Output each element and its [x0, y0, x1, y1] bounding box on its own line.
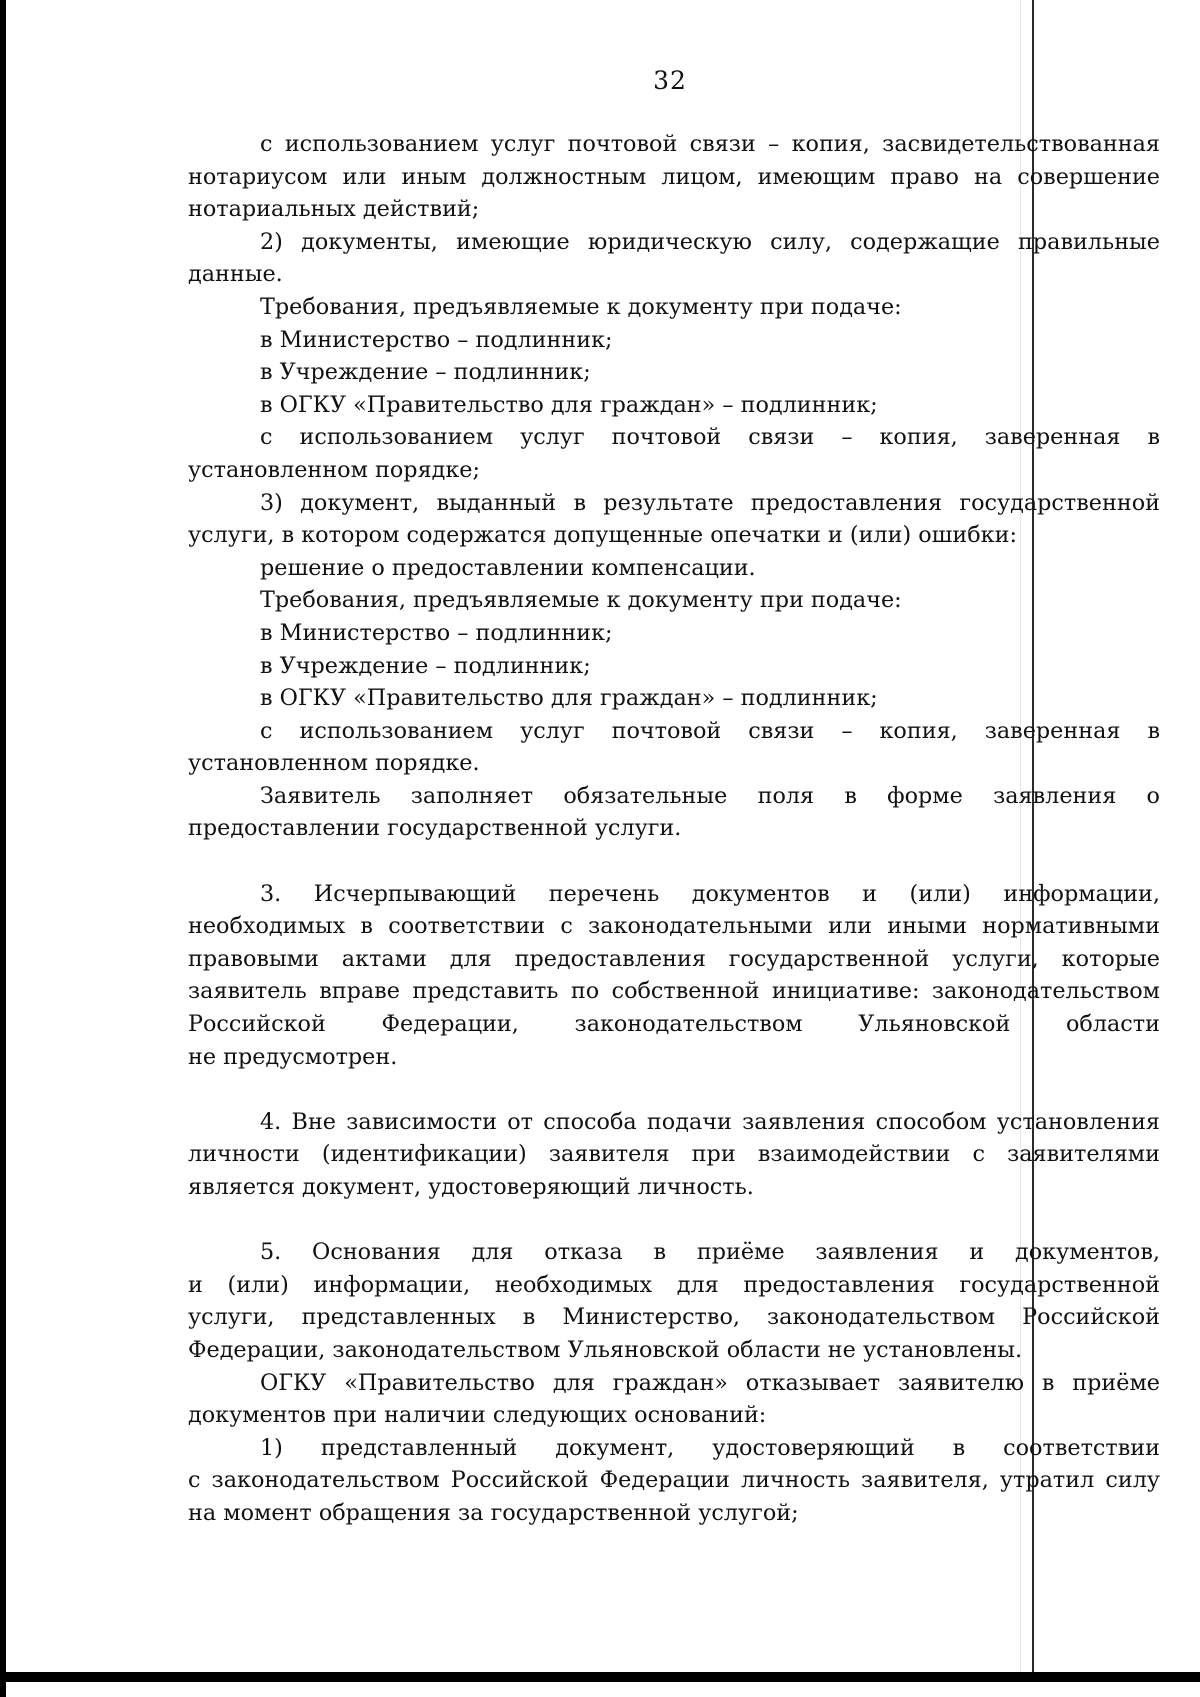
- section-3-line: необходимых в соответствии с законодательными или иными нормативными: [188, 913, 1160, 940]
- paragraph-line: с использованием услуг почтовой связи – копия, заверенная в: [260, 717, 1160, 744]
- paragraph-line: Требования, предъявляемые к документу при подаче:: [260, 293, 902, 320]
- section-5-line: услуги, представленных в Министерство, законодательством Российской: [188, 1304, 1160, 1331]
- section-5-line: на момент обращения за государственной услугой;: [188, 1499, 799, 1526]
- section-5-line: 5. Основания для отказа в приёме заявления и документов,: [260, 1239, 1160, 1266]
- paragraph-line: предоставлении государственной услуги.: [188, 815, 682, 842]
- section-spacer: [188, 1073, 1160, 1106]
- section-4-line: личности (идентификации) заявителя при взаимодействии с заявителями: [188, 1141, 1160, 1168]
- paragraph-line: в Министерство – подлинник;: [260, 326, 613, 353]
- section-3-line: Российской Федерации, законодательством Ульяновской области: [188, 1011, 1160, 1038]
- scan-left-edge: [0, 0, 6, 1697]
- paragraph-line: в Министерство – подлинник;: [260, 619, 613, 646]
- paragraph-line: в Учреждение – подлинник;: [260, 652, 591, 679]
- section-3-line: 3. Исчерпывающий перечень документов и (или) информации,: [260, 880, 1160, 907]
- paragraph-line: Заявитель заполняет обязательные поля в форме заявления о: [260, 782, 1160, 809]
- paragraph-line: с использованием услуг почтовой связи – копия, засвидетельствованная: [260, 131, 1160, 157]
- paragraph-line: в Учреждение – подлинник;: [260, 359, 591, 386]
- section-3-line: заявитель вправе представить по собственной инициативе: законодательством: [188, 978, 1160, 1005]
- section-5-line: ОГКУ «Правительство для граждан» отказывает заявителю в приёме: [260, 1369, 1160, 1396]
- section-spacer: [188, 1204, 1160, 1237]
- document-body: [188, 128, 1160, 1530]
- paragraph-line: Требования, предъявляемые к документу при подаче:: [260, 587, 902, 614]
- section-5-line: документов при наличии следующих оснований:: [188, 1402, 767, 1429]
- section-3-line: правовыми актами для предоставления государственной услуги, которые: [188, 945, 1160, 972]
- section-5-line: с законодательством Российской Федерации личность заявителя, утратил силу: [188, 1467, 1160, 1494]
- paragraph-line: в ОГКУ «Правительство для граждан» – подлинник;: [260, 685, 878, 712]
- section-spacer: [188, 845, 1160, 878]
- paragraph-line: решение о предоставлении компенсации.: [260, 554, 756, 581]
- section-3-line: не предусмотрен.: [188, 1043, 398, 1070]
- page-number: 32: [653, 66, 687, 95]
- section-5-line: и (или) информации, необходимых для предоставления государственной: [188, 1271, 1160, 1298]
- paragraph-line: с использованием услуг почтовой связи – копия, заверенная в: [260, 424, 1160, 451]
- paragraph-line: нотариальных действий;: [188, 196, 480, 223]
- paragraph-line: нотариусом или иным должностным лицом, имеющим право на совершение: [188, 163, 1160, 190]
- section-5-line: 1) представленный документ, удостоверяющий в соответствии: [260, 1434, 1160, 1461]
- section-4-line: 4. Вне зависимости от способа подачи заявления способом установления: [260, 1108, 1160, 1135]
- paragraph-line: установленном порядке;: [188, 456, 481, 483]
- paragraph-line: 3) документ, выданный в результате предоставления государственной: [260, 489, 1160, 516]
- scan-bottom-edge: [0, 1672, 1200, 1682]
- paragraph-line: услуги, в котором содержатся допущенные опечатки и (или) ошибки:: [188, 522, 1017, 549]
- paragraph-line: установленном порядке.: [188, 750, 480, 777]
- paragraph-line: в ОГКУ «Правительство для граждан» – подлинник;: [260, 391, 878, 418]
- section-4-line: является документ, удостоверяющий личность.: [188, 1174, 754, 1200]
- paragraph-line: данные.: [188, 261, 283, 288]
- paragraph-line: 2) документы, имеющие юридическую силу, содержащие правильные: [260, 228, 1160, 255]
- section-5-line: Федерации, законодательством Ульяновской области не установлены.: [188, 1336, 1023, 1363]
